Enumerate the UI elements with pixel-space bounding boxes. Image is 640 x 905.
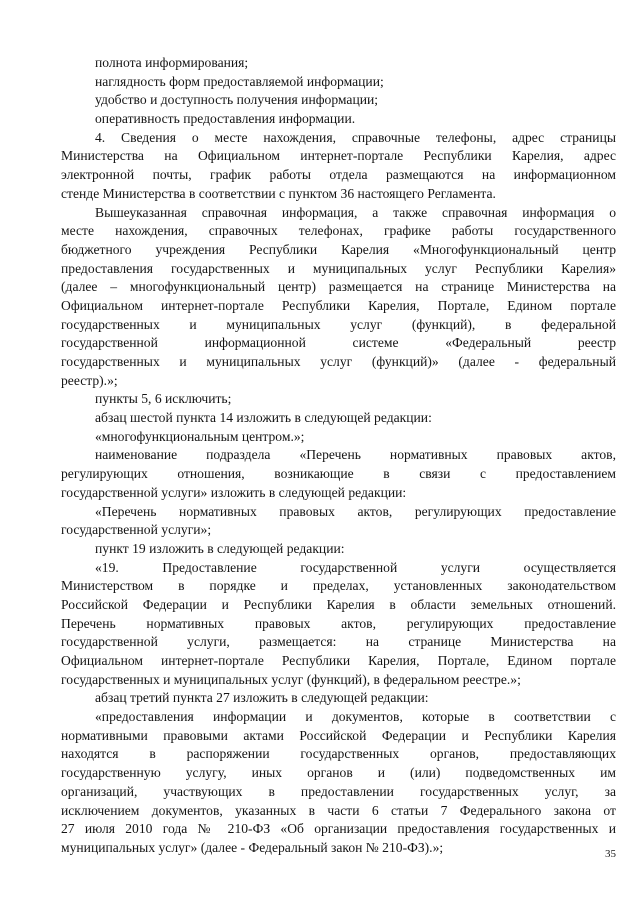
text-line: наименование подраздела «Перечень нормативных правовых актов, bbox=[95, 447, 616, 463]
text-line: организаций, участвующих в предоставлении государственных услуг, за bbox=[61, 783, 616, 799]
text-line: абзац шестой пункта 14 изложить в следующей редакции: bbox=[95, 410, 432, 426]
text-line: пункт 19 изложить в следующей редакции: bbox=[95, 540, 345, 556]
text-line: оперативность предоставления информации. bbox=[95, 111, 356, 127]
text-line: 27 июля 2010 года № 210-ФЗ «Об организации предоставления государственных и bbox=[61, 821, 616, 837]
text-line: абзац третий пункта 27 изложить в следующей редакции: bbox=[95, 690, 429, 706]
text-line: государственной информационной системе «Федеральный реестр bbox=[61, 335, 616, 351]
text-line: государственной услуги, размещается: на странице Министерства на bbox=[61, 634, 616, 650]
text-line: Российской Федерации и Республики Карелия в области земельных отношений. bbox=[61, 596, 616, 612]
text-line: муниципальных услуг» (далее - Федеральный закон № 210-ФЗ).»; bbox=[61, 839, 444, 855]
text-line: Вышеуказанная справочная информация, а также справочная информация о bbox=[95, 204, 616, 220]
text-line: государственных и муниципальных услуг (функций)» (далее - федеральный bbox=[61, 354, 616, 369]
text-line: пункты 5, 6 исключить; bbox=[95, 391, 232, 407]
text-line: исключением документов, указанных в части 6 статьи 7 Федерального закона от bbox=[61, 802, 616, 818]
text-line: государственных и муниципальных услуг (функций), в федеральной bbox=[61, 316, 616, 332]
text-line: регулирующих отношения, возникающие в связи с предоставлением bbox=[61, 466, 616, 482]
text-line: предоставления государственных и муниципальных услуг Республики Карелия» bbox=[61, 260, 616, 276]
text-line: Официальном интернет-портале Республики Карелия, Портале, Едином портале bbox=[61, 297, 616, 313]
text-line: Перечень нормативных правовых актов, регулирующих предоставление bbox=[61, 615, 616, 631]
text-line: стенде Министерства в соответствии с пунктом 36 настоящего Регламента. bbox=[61, 185, 496, 201]
document-body bbox=[61, 54, 616, 858]
text-line: Министерством в порядке и пределах, установленных законодательством bbox=[61, 578, 616, 594]
text-line: Министерства на Официальном интернет-портале Республики Карелия, адрес bbox=[61, 148, 616, 164]
text-line: государственную услугу, иных органов и (или) подведомственных им bbox=[61, 765, 616, 781]
text-line: «предоставления информации и документов, которые в соответствии с bbox=[95, 709, 616, 725]
text-line: государственной услуги» изложить в следующей редакции: bbox=[61, 484, 407, 500]
text-line: нормативными правовыми актами Российской Федерации и Республики Карелия bbox=[61, 727, 616, 743]
text-line: (далее – многофункциональный центр) размещается на странице Министерства на bbox=[61, 279, 616, 295]
text-line: полнота информирования; bbox=[95, 55, 249, 70]
text-line: Официальном интернет-портале Республики Карелия, Портале, Едином портале bbox=[61, 653, 616, 668]
text-line: наглядность форм предоставляемой информации; bbox=[95, 73, 384, 89]
page-number: 35 bbox=[605, 848, 616, 860]
text-line: электронной почты, график работы отдела размещаются на информационном bbox=[61, 167, 616, 183]
text-line: удобство и доступность получения информации; bbox=[95, 92, 379, 108]
text-line: «19. Предоставление государственной услуги осуществляется bbox=[95, 559, 616, 575]
text-line: «Перечень нормативных правовых актов, регулирующих предоставление bbox=[95, 503, 616, 519]
text-line: государственных и муниципальных услуг (функций), в федеральном реестре.»; bbox=[61, 671, 521, 687]
text-line: бюджетного учреждения Республики Карелия «Многофункциональный центр bbox=[61, 241, 616, 257]
text-line: реестр).»; bbox=[61, 372, 118, 388]
text-line: находятся в распоряжении государственных органов, предоставляющих bbox=[61, 746, 616, 762]
text-line: «многофункциональным центром.»; bbox=[95, 428, 305, 444]
text-line: месте нахождения, справочных телефонах, графике работы государственного bbox=[61, 223, 616, 239]
text-line: государственной услуги»; bbox=[61, 522, 212, 538]
text-line: 4. Сведения о месте нахождения, справочные телефоны, адрес страницы bbox=[95, 129, 616, 145]
